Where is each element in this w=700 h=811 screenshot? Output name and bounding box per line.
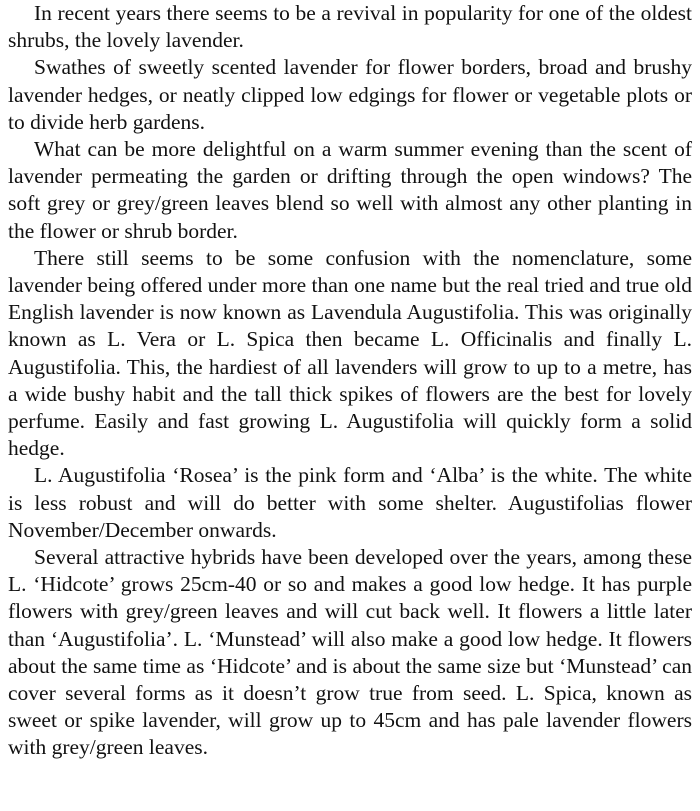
paragraph-swathes: Swathes of sweetly scented lavender for flower borders, broad and brushy lavender hedges, or neatly clipped low edgings for flower or vegetable plots or to divide herb gardens. [8, 55, 692, 134]
document-page [8, 0, 692, 762]
paragraph-nomenclature: There still seems to be some confusion with the nomenclature, some lavender being offered under more than one name but the real tried and true old English lavender is now known as Lavendula Augustifolia. This was originally known as L. Vera or L. Spica then became L. Officinalis and finally L. Augustifolia. This, the hardiest of all lavenders will grow to up to a metre, has a wide bushy habit and the tall thick spikes of flowers are the best for lovely perfume. Easily and fast growing L. Augustifolia will quickly form a solid hedge. [8, 245, 692, 461]
paragraph-intro: In recent years there seems to be a revival in popularity for one of the oldest shrubs, the lovely lavender. [8, 1, 692, 53]
paragraph-rosea-alba: L. Augustifolia ‘Rosea’ is the pink form and ‘Alba’ is the white. The white is less robust and will do better with some shelter. Augustifolias flower November/December onwards. [8, 463, 692, 542]
paragraph-summer-evening: What can be more delightful on a warm summer evening than the scent of lavender permeating the garden or drifting through the open windows? The soft grey or grey/green leaves blend so well with almost any other planting in the flower or shrub border. [8, 137, 692, 243]
paragraph-hybrids: Several attractive hybrids have been developed over the years, among these L. ‘Hidcote’ grows 25cm-40 or so and makes a good low hedge. It has purple flowers with grey/green leaves and will cut back well. It flowers a little later than ‘Augustifolia’. L. ‘Munstead’ will also make a good low hedge. It flowers about the same time as ‘Hidcote’ and is about the same size but ‘Munstead’ can cover several forms as it doesn’t grow true from seed. L. Spica, known as sweet or spike lavender, will grow up to 45cm and has pale lavender flowers with grey/green leaves. [8, 545, 692, 760]
